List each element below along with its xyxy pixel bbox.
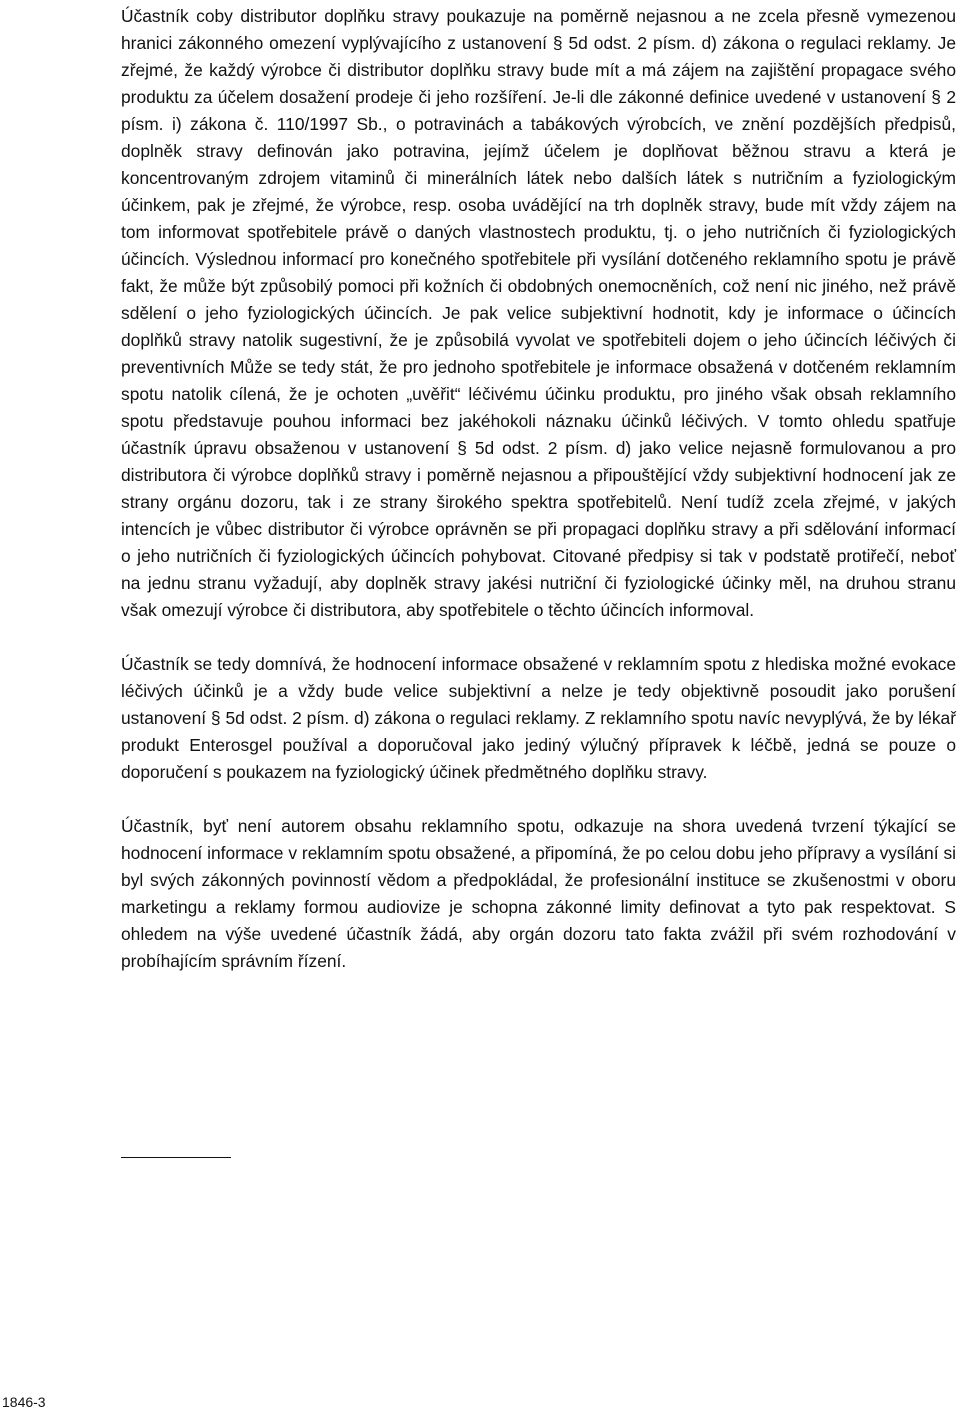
document-body [121, 0, 956, 975]
paragraph-2: Účastník se tedy domnívá, že hodnocení informace obsažené v reklamním spotu z hlediska možné evokace léčivých účinků je a vždy bude velice subjektivní a nelze je tedy objektivně posoudit jako porušení ustanovení § 5d odst. 2 písm. d) zákona o regulaci reklamy. Z reklamního spotu navíc nevyplývá, že by lékař produkt Enterosgel používal a doporučoval jako jediný výlučný přípravek k léčbě, jedná se pouze o doporučení s poukazem na fyziologický účinek předmětného doplňku stravy. [121, 654, 956, 782]
page-identifier: 1846-3 [2, 1394, 46, 1410]
footnote-separator [121, 1157, 231, 1158]
paragraph-3: Účastník, byť není autorem obsahu reklamního spotu, odkazuje na shora uvedená tvrzení týkající se hodnocení informace v reklamním spotu obsažené, a připomíná, že po celou dobu jeho přípravy a vysílání si byl svých zákonných povinností vědom a předpokládal, že profesionální instituce se zkušenostmi v oboru marketingu a reklamy formou audiovize je schopna zákonné limity definovat a tyto pak respektovat. S ohledem na výše uvedené účastník žádá, aby orgán dozoru tato fakta zvážil při svém rozhodování v probíhajícím správním řízení. [121, 816, 956, 971]
paragraph-1: Účastník coby distributor doplňku stravy poukazuje na poměrně nejasnou a ne zcela přesně vymezenou hranici zákonného omezení vyplývajícího z ustanovení § 5d odst. 2 písm. d) zákona o regulaci reklamy. Je zřejmé, že každý výrobce či distributor doplňku stravy bude mít a má zájem na zajištění propagace svého produktu za účelem dosažení prodeje či jeho rozšíření. Je-li dle zákonné definice uvedené v ustanovení § 2 písm. i) zákona č. 110/1997 Sb., o potravinách a tabákových výrobcích, ve znění pozdějších předpisů, doplněk stravy definován jako potravina, jejímž účelem je doplňovat běžnou stravu a která je koncentrovaným zdrojem vitaminů či minerálních látek nebo dalších látek s nutričním a fyziologickým účinkem, pak je zřejmé, že výrobce, resp. osoba uvádějící na trh doplněk stravy, bude mít vždy zájem na tom informovat spotřebitele právě o daných vlastnostech produktu, tj. o jeho nutričních či fyziologických účincích. Výslednou informací pro konečného spotřebitele při vysílání dotčeného reklamního spotu je právě fakt, že může být způsobilý pomoci při kožních či obdobných onemocněních, což není nic jiného, než právě sdělení o jeho fyziologických účincích. Je pak velice subjektivní hodnotit, kdy je informace o účincích doplňků stravy natolik sugestivní, že je způsobilá vyvolat ve spotřebiteli dojem o jeho účincích léčivých či preventivních Může se tedy stát, že pro jednoho spotřebitele je informace obsažená v dotčeném reklamním spotu natolik cílená, že je ochoten „uvěřit“ léčivému účinku produktu, pro jiného však obsah reklamního spotu představuje pouhou informaci bez jakéhokoli náznaku účinků léčivých. V tomto ohledu spatřuje účastník úpravu obsaženou v ustanovení § 5d odst. 2 písm. d) jako velice nejasně formulovanou a pro distributora či výrobce doplňků stravy i poměrně nejasnou a připouštějící vždy subjektivní hodnocení jak ze strany orgánu dozoru, tak i ze strany širokého spektra spotřebitelů. Není tudíž zcela zřejmé, v jakých intencích je vůbec distributor či výrobce oprávněn se při propagaci doplňku stravy a při sdělování informací o jeho nutričních či fyziologických účincích pohybovat. Citované předpisy si tak v podstatě protiřečí, neboť na jednu stranu vyžadují, aby doplněk stravy jakési nutriční či fyziologické účinky měl, na druhou stranu však omezují výrobce či distributora, aby spotřebitele o těchto účincích informoval. [121, 6, 956, 620]
